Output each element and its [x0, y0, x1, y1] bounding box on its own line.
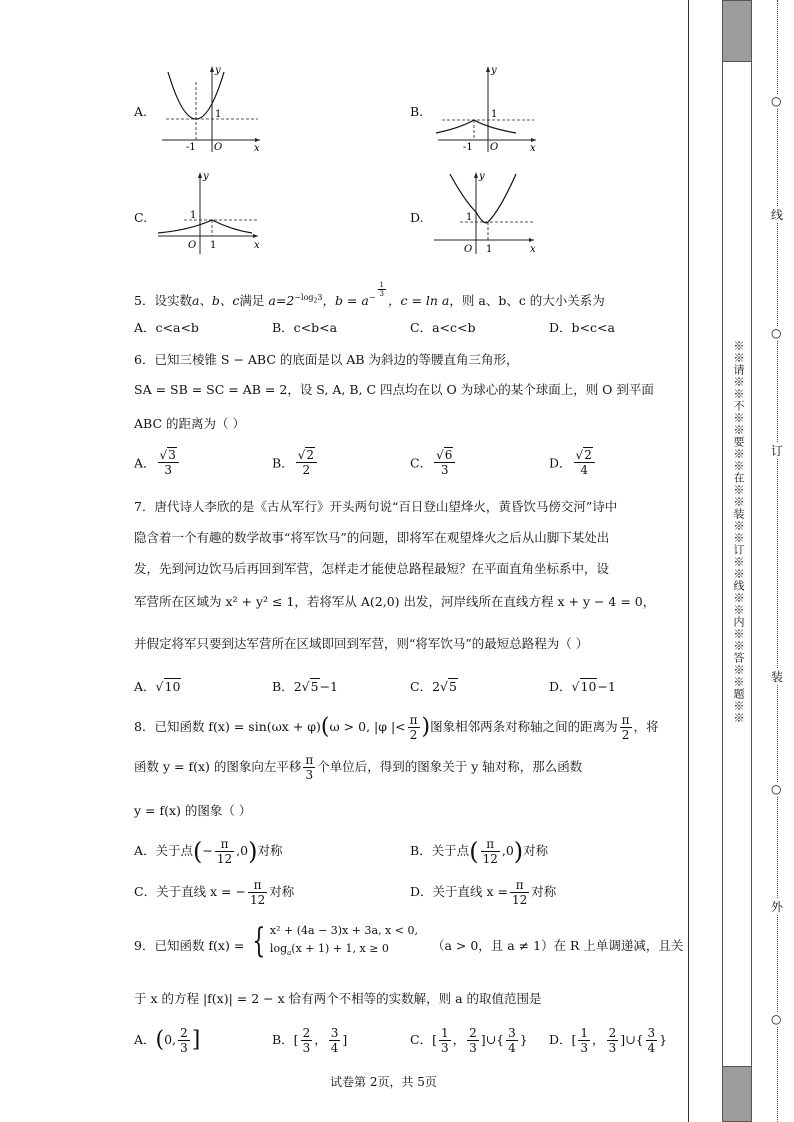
- denominator: 2: [409, 728, 418, 742]
- numerator: 1: [440, 1026, 449, 1040]
- q6-option-b: B． $\frac{√2}{2}$: [272, 448, 319, 477]
- page-footer: 试卷第 2页，共 5页: [330, 1075, 437, 1089]
- q8-func: 8．已知函数 f(x) = sin(ωx + φ): [134, 719, 321, 734]
- option-letter: A．: [134, 1032, 156, 1047]
- q6-option-a: A． $\frac{√3}{3}$: [134, 448, 181, 477]
- numerator: 3: [330, 1026, 339, 1040]
- question-6-line1: 6．已知三棱锥 S − ABC 的底面是以 AB 为斜边的等腰直角三角形，: [134, 352, 519, 367]
- question-7-line2: 隐含着一个有趣的数学故事“将军饮马”的问题，即将军在观望烽火之后从山脚下某处出: [134, 530, 610, 545]
- denominator: 12: [216, 852, 233, 866]
- q8-text: 个单位后，得到的图象关于 y 轴对称，那么函数: [317, 759, 583, 774]
- option-letter: A．: [134, 679, 156, 694]
- bracket: ]: [342, 1032, 348, 1047]
- denominator: 12: [249, 893, 266, 907]
- tick-1-x: 1: [486, 244, 493, 255]
- option-c-graph: [134, 170, 264, 260]
- union: ∪{: [485, 1032, 505, 1047]
- tick-1: 1: [215, 109, 222, 120]
- question-6-line2: SA = SB = SC = AB = 2，设 S, A, B, C 四点均在以 O 为球心的某个球面上，则 O 到平面: [134, 382, 654, 397]
- constant: −1: [597, 679, 616, 694]
- question-6-line3: ABC 的距离为（ ）: [134, 416, 245, 431]
- option-letter: C．: [410, 679, 433, 694]
- q9-case-2-end: (x + 1) + 1, x ≥ 0: [291, 942, 389, 955]
- q5-option-c: C．a<c<b: [410, 320, 476, 335]
- numerator: π: [248, 878, 267, 893]
- question-7-line3: 发，先到河边饮马后再回到军营，怎样走才能使总路程最短？在平面直角坐标系中，设: [134, 561, 610, 576]
- q5-option-b: B．c<b<a: [272, 320, 338, 335]
- brace: }: [659, 1032, 668, 1047]
- seal-ding: 订: [771, 444, 784, 458]
- question-9-line2: 于 x 的方程 |f(x)| = 2 − x 恰有两个不相等的实数解，则 a 的取值范围是: [134, 991, 542, 1006]
- q8-option-d: [410, 876, 556, 908]
- q9-bracket: ]: [191, 1027, 201, 1053]
- q7-option-b: B．2√5−1: [272, 679, 338, 694]
- q9-case-1: x² + (4a − 3)x + 3a, x < 0,: [269, 924, 418, 937]
- q9-func: 9．已知函数 f(x) =: [134, 938, 245, 953]
- numerator: 3: [508, 1026, 516, 1040]
- option-letter: B．: [272, 455, 294, 471]
- option-letter: A．: [134, 455, 156, 471]
- x-axis-label: x: [530, 143, 536, 154]
- q8-opt-text: 对称: [257, 843, 283, 858]
- q5-a-exp: −log: [294, 292, 314, 302]
- margin-gray-bottom: [722, 1066, 752, 1122]
- question-8-line3: y = f(x) 的图象（ ）: [134, 803, 252, 818]
- radicand: 10: [164, 679, 181, 694]
- q9-case-2-sub: a: [287, 949, 292, 958]
- numerator-radicand: 3: [168, 448, 176, 462]
- origin-label: O: [188, 240, 197, 251]
- option-letter: D．: [549, 455, 572, 471]
- radicand: 10: [580, 679, 597, 694]
- seal-circle-4: ○: [771, 1012, 782, 1026]
- option-letter: C．[: [410, 1032, 437, 1047]
- tick-1-y: 1: [190, 210, 197, 221]
- q8-zero: ,0: [236, 843, 249, 858]
- question-7-line5: 并假定将军只要到达军营所在区域即回到军营，则“将军饮马”的最短总路程为（ ）: [134, 636, 589, 651]
- numerator: π: [481, 837, 500, 852]
- coefficient: 2: [432, 679, 441, 694]
- x-axis-label: x: [530, 244, 536, 255]
- q5-a-exp-sub: 2: [313, 297, 318, 305]
- denominator: 4: [508, 1041, 516, 1055]
- q9-option-a: A．(0, $\frac{2}{3}$ ]: [134, 1026, 201, 1055]
- graph-b-figure: [430, 62, 542, 154]
- seal-xian: 线: [771, 208, 784, 222]
- tick-1: 1: [491, 109, 498, 120]
- q9-option-d: [549, 1024, 667, 1056]
- question-9-line1: 9．已知函数 f(x) = { x² + (4a − 3)x + 3a, x < 0, $\log_a(x + 1) + 1$, x ≥ 0 （a > 0，且 a ≠ 1）在 R 上单调递减，且关: [134, 921, 684, 961]
- option-d-graph: [410, 170, 540, 260]
- comma: ，: [592, 1032, 605, 1047]
- margin-gray-top: [722, 0, 752, 62]
- radicand: 5: [310, 679, 319, 694]
- denominator: 2: [302, 463, 311, 477]
- option-letter: B.: [410, 104, 424, 119]
- seal-zhuang: 装: [771, 670, 784, 684]
- origin-label: O: [490, 142, 499, 153]
- numerator-radicand: 2: [306, 448, 314, 462]
- numerator: 3: [647, 1026, 656, 1040]
- q5-tail: ，则 a、b、c 的大小关系为: [449, 292, 605, 308]
- y-axis-label: y: [491, 65, 497, 76]
- denominator: 4: [330, 1041, 339, 1055]
- q8-option-a: A．关于点(− $\frac{\pi}{12}$ ,0)对称: [134, 837, 283, 866]
- graph-c-figure: [154, 170, 266, 256]
- option-letter: B．[: [272, 1032, 299, 1047]
- option-letter: A.: [134, 104, 148, 119]
- numerator: π: [621, 713, 630, 727]
- bracket: ]: [620, 1032, 626, 1047]
- seal-circle-1: ○: [771, 94, 782, 108]
- tick-neg1: -1: [463, 142, 473, 153]
- q6-option-c: C． $\frac{√6}{3}$: [410, 448, 457, 477]
- denominator: 4: [580, 463, 588, 477]
- q5-a-expr: a=2: [268, 292, 295, 308]
- q5-vars: a、b、c: [191, 292, 240, 308]
- q5-b-exp-sign: −: [368, 292, 376, 302]
- numerator-radicand: 6: [444, 448, 453, 462]
- numerator: π: [409, 713, 418, 727]
- constant: −1: [319, 679, 338, 694]
- q9-case-2: log: [269, 942, 288, 955]
- denominator: 3: [608, 1041, 617, 1055]
- numerator: 2: [469, 1026, 477, 1040]
- question-8-line2: [134, 752, 582, 782]
- q5-text: 满足: [239, 292, 265, 308]
- question-5-stem: [134, 281, 605, 309]
- margin-column-right: [751, 62, 752, 1066]
- q7-option-a: A．√10: [134, 679, 181, 694]
- q8-opt-text: 对称: [269, 884, 295, 899]
- minus: −: [202, 843, 213, 858]
- denominator: 3: [305, 768, 314, 782]
- q8-opt-text: B．关于点: [410, 843, 470, 858]
- numerator: π: [305, 753, 314, 767]
- no-answer-warning: ※※请※※不※※要※※在※※装※※订※※线※※内※※答※※题※※: [732, 340, 745, 724]
- q5-option-d: D．b<c<a: [549, 320, 615, 335]
- q5-a-exp-end: 3: [317, 292, 323, 302]
- brace: }: [519, 1032, 528, 1047]
- denominator: 12: [512, 893, 528, 907]
- q8-opt-text: 对称: [523, 843, 549, 858]
- denominator: 3: [164, 463, 172, 477]
- tick-1-y: 1: [466, 212, 473, 223]
- question-8-line1: 8．已知函数 f(x) = sin(ωx + φ)(ω > 0, |φ |< $\frac{\pi}{2}$ )图象相邻两条对称轴之间的距离为 $\frac{\pi}{2}$ ，将: [134, 713, 659, 742]
- seal-circle-2: ○: [771, 326, 782, 340]
- margin-column-left: [722, 62, 723, 1066]
- q8-opt-text: A．关于点: [134, 843, 194, 858]
- q9-option-b: [272, 1024, 347, 1056]
- numerator-radicand: 2: [584, 448, 592, 462]
- denominator: 2: [621, 728, 630, 742]
- y-axis-label: y: [215, 65, 221, 76]
- q8-text: 函数 y = f(x) 的图象向左平移: [134, 759, 302, 774]
- denominator: 3: [580, 1041, 589, 1055]
- q5-b-exp-num: 1: [379, 281, 384, 289]
- option-letter: C.: [134, 210, 148, 225]
- numerator: π: [510, 878, 529, 893]
- q7-option-d: D．√10−1: [549, 679, 616, 694]
- union: ∪{: [625, 1032, 644, 1047]
- q8-text: ，将: [633, 719, 659, 734]
- q8-text: 图象相邻两条对称轴之间的距离为: [430, 719, 618, 734]
- margin-dashed-line: [777, 0, 778, 1122]
- question-7-line1: 7．唐代诗人李欣的是《古从军行》开头两句说“百日登山望烽火，黄昏饮马傍交河”诗中: [134, 499, 618, 514]
- x-axis-label: x: [254, 240, 260, 251]
- q5-option-a: A．c<a<b: [134, 320, 199, 335]
- denominator: 4: [647, 1041, 656, 1055]
- option-letter: D．[: [549, 1032, 577, 1047]
- option-letter: B．: [272, 679, 294, 694]
- comma: ，: [452, 1032, 466, 1047]
- numerator: 2: [608, 1026, 617, 1040]
- q8-opt-text: D．关于直线 x =: [410, 884, 508, 899]
- origin-label: O: [464, 244, 473, 255]
- denominator: 3: [469, 1041, 477, 1055]
- q8-opt-text: 对称: [531, 884, 557, 899]
- denominator: 3: [440, 463, 449, 477]
- radicand: 5: [449, 679, 457, 694]
- q9-option-c: [410, 1024, 528, 1056]
- seal-circle-3: ○: [771, 782, 782, 796]
- graph-d-figure: [430, 170, 542, 256]
- denominator: 3: [440, 1041, 449, 1055]
- option-letter: C．: [410, 455, 433, 471]
- numerator: 2: [302, 1026, 311, 1040]
- q5-c-expr: ，c = ln a: [387, 292, 450, 308]
- q8-opt-text: C．关于直线 x = −: [134, 884, 246, 899]
- q7-option-c: C．2√5: [410, 679, 457, 694]
- q5-b-exp-den: 3: [379, 290, 384, 298]
- y-axis-label: y: [479, 171, 485, 182]
- y-axis-label: y: [203, 171, 209, 182]
- q8-option-c: [134, 876, 294, 908]
- q5-b-expr: ，b = a: [322, 292, 369, 308]
- x-axis-label: x: [254, 143, 260, 154]
- q5-text: 5．设实数: [134, 292, 192, 308]
- binding-margin: [688, 0, 794, 1122]
- option-letter: D．: [549, 679, 572, 694]
- denominator: 12: [482, 852, 498, 866]
- tick-neg1: -1: [186, 142, 196, 153]
- option-a-graph: [134, 62, 264, 157]
- numerator: 2: [180, 1026, 188, 1040]
- q8-option-b: B．关于点( $\frac{\pi}{12}$ ,0)对称: [410, 837, 549, 866]
- option-b-graph: [410, 62, 540, 157]
- question-7-line4: 军营所在区域为 x² + y² ≤ 1，若将军从 A(2,0) 出发，河岸线所在直线方程 x + y − 4 = 0，: [134, 594, 656, 609]
- seal-wai: 外: [771, 900, 784, 914]
- margin-border-left: [688, 0, 689, 1122]
- coefficient: 2: [293, 679, 302, 694]
- origin-label: O: [214, 142, 223, 153]
- q8-cond: ω > 0, |φ |<: [329, 719, 406, 734]
- q9-cond: （a > 0，且 a ≠ 1）在 R 上单调递减，且关: [431, 938, 684, 953]
- graph-a-figure: [154, 62, 266, 154]
- q6-option-d: D． $\frac{√2}{4}$: [549, 448, 597, 477]
- denominator: 3: [302, 1041, 311, 1055]
- denominator: 3: [180, 1041, 188, 1055]
- tick-1-x: 1: [210, 240, 217, 251]
- numerator: 1: [580, 1026, 589, 1040]
- numerator: π: [215, 837, 234, 852]
- comma: ，: [314, 1032, 327, 1047]
- q8-zero: ,0: [501, 843, 514, 858]
- bracket: ]: [480, 1032, 486, 1047]
- option-letter: D.: [410, 210, 424, 225]
